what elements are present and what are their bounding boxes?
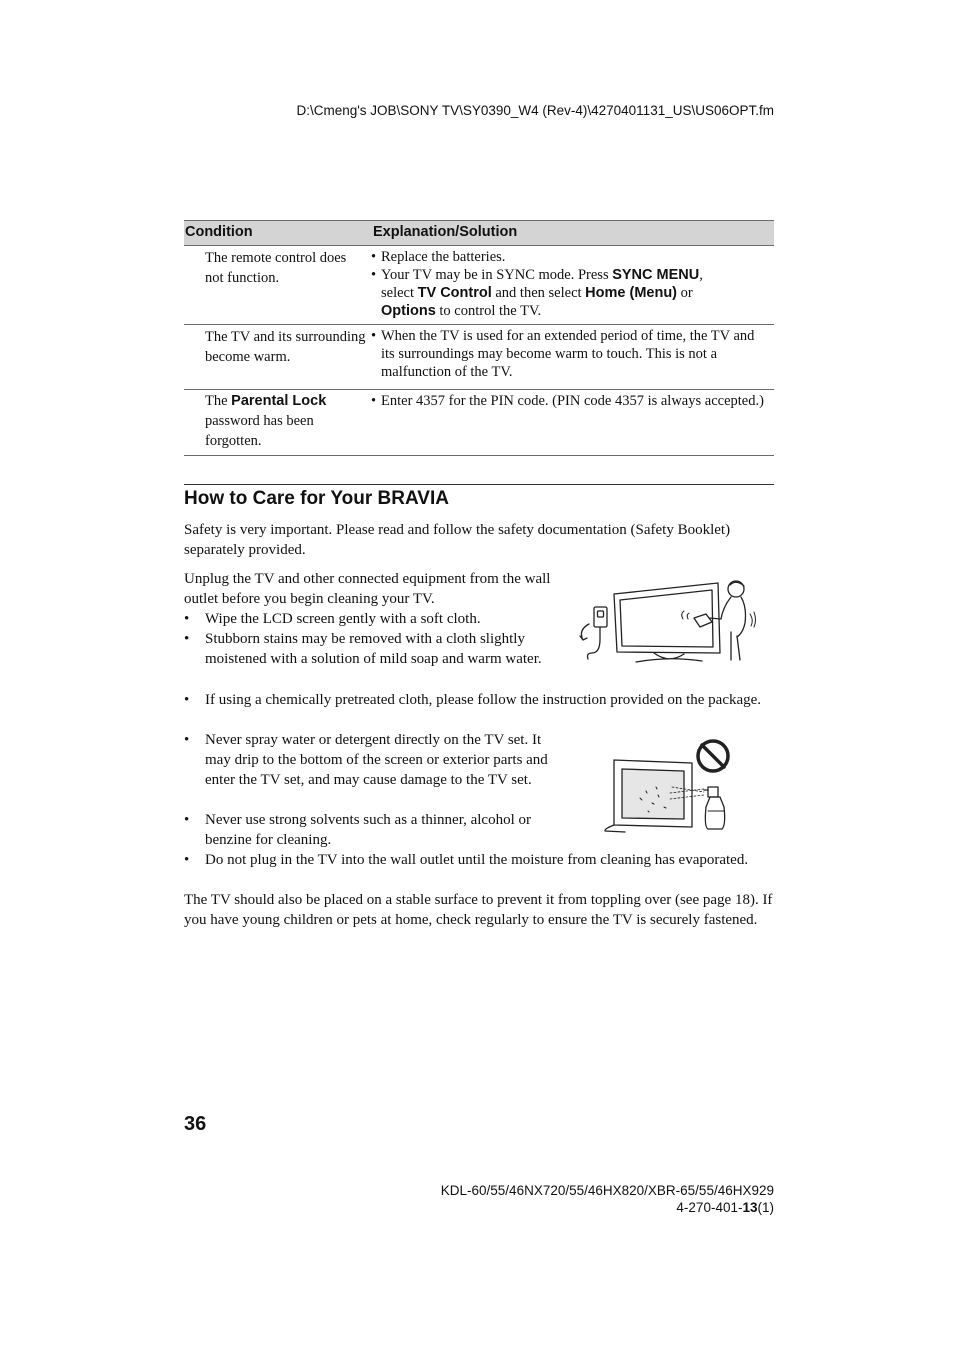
list-item: • Wipe the LCD screen gently with a soft cloth. (184, 611, 481, 627)
list-item: • Replace the batteries. (371, 249, 506, 265)
intro-paragraph: Safety is very important. Please read and follow the safety documentation (Safety Booklet) separately provided. (184, 522, 731, 558)
list-item: • Stubborn stains may be removed with a cloth slightly moistened with a solution of mild soap and warm water. (184, 631, 542, 667)
table-row (184, 246, 774, 325)
col-solution: Explanation/Solution (373, 224, 518, 240)
list-item: • Enter 4357 for the PIN code. (PIN code 4357 is always accepted.) (371, 393, 764, 409)
condition-cell: The remote control does not function. (205, 250, 347, 286)
model-numbers: KDL-60/55/46NX720/55/46HX820/XBR-65/55/46HX929 (440, 1183, 774, 1198)
page-number: 36 (184, 1113, 207, 1135)
col-condition: Condition (185, 224, 253, 240)
solution-cell (371, 327, 771, 381)
section-title: How to Care for Your BRAVIA (184, 488, 449, 509)
closing-paragraph: The TV should also be placed on a stable surface to prevent it from toppling over (see page 18). If you have young children or pets at home, check regularly to ensure the TV is securely fastened. (184, 892, 773, 928)
cleaning-tv-illustration (574, 574, 758, 668)
list-item: • Never use strong solvents such as a thinner, alcohol or benzine for cleaning. (184, 812, 531, 848)
section-divider (184, 484, 774, 485)
solution-cell (371, 392, 771, 410)
no-spray-illustration (600, 733, 736, 835)
list-item-cont: select TV Control and then select Home (Menu) or (381, 285, 693, 301)
table-row (184, 325, 774, 390)
list-item: • When the TV is used for an extended period of time, the TV and its surroundings may become warm to touch. This is not a malfunction of the TV. (371, 328, 755, 380)
list-item-cont: Options to control the TV. (381, 303, 542, 319)
list-item: • If using a chemically pretreated cloth, please follow the instruction provided on the package. (184, 692, 762, 708)
file-path-header: D:\Cmeng's JOB\SONY TV\SY0390_W4 (Rev-4)\4270401131_US\US06OPT.fm (296, 103, 774, 118)
list-item: • Do not plug in the TV into the wall outlet until the moisture from cleaning has evaporated. (184, 852, 749, 868)
table-row (184, 390, 774, 456)
list-item: • Never spray water or detergent directly on the TV set. It may drip to the bottom of the screen or exterior parts and enter the TV set, and may cause damage to the TV set. (184, 732, 548, 788)
solution-cell (371, 248, 771, 320)
list-item: • Your TV may be in SYNC mode. Press SYNC MENU, (371, 267, 703, 283)
condition-cell: The TV and its surrounding become warm. (205, 329, 366, 365)
table-header (184, 220, 774, 246)
condition-cell: The Parental Lock password has been forgotten. (205, 393, 327, 449)
doc-code: 4-270-401-13(1) (676, 1200, 774, 1215)
troubleshooting-table (184, 220, 774, 456)
unplug-paragraph: Unplug the TV and other connected equipment from the wall outlet before you begin cleaning your TV. (184, 571, 551, 607)
